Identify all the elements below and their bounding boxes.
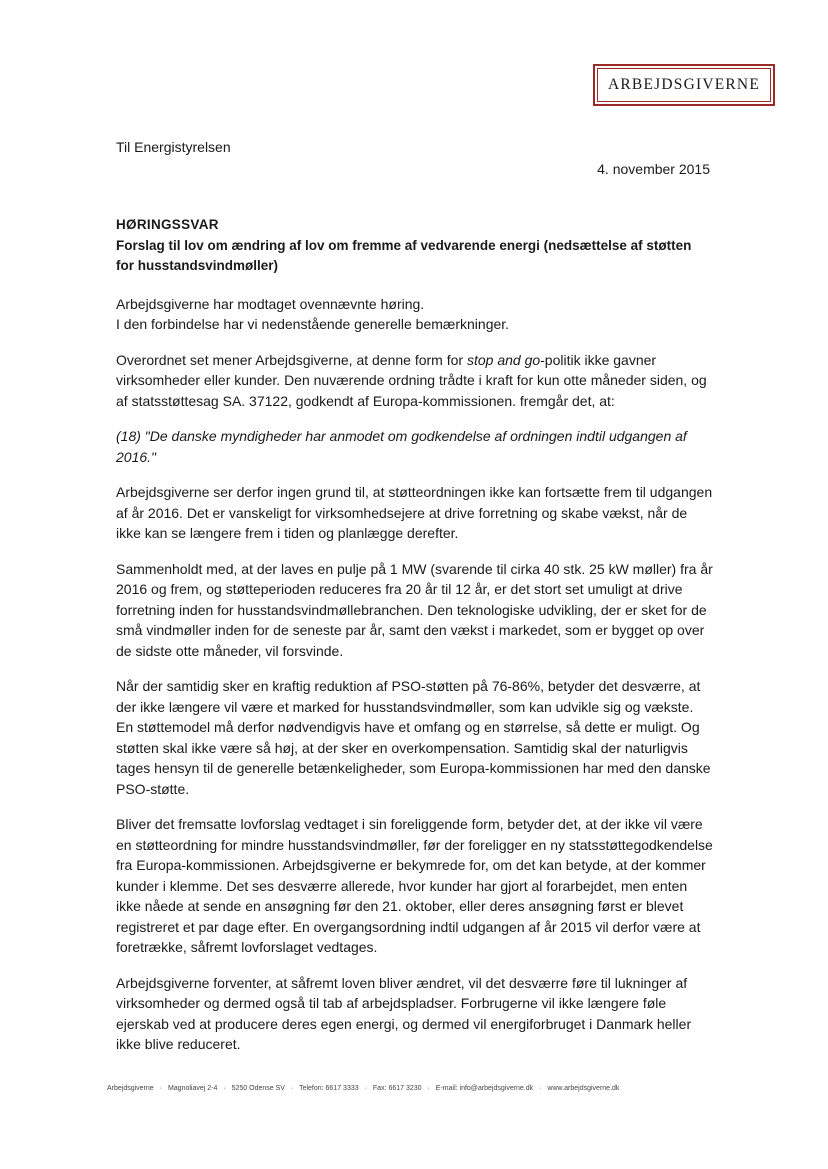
footer-phone: Telefon: 6617 3333 (299, 1085, 359, 1092)
footer-contact (107, 1085, 717, 1092)
intro-line-2: I den forbindelse har vi nedenstående generelle bemærkninger. (116, 316, 510, 332)
footer-city: 5250 Odense SV (231, 1085, 285, 1092)
paragraph-5: Bliver det fremsatte lovforslag vedtaget i sin foreliggende form, betyder det, at der ikke vil være en støtteordning for mindre husstandsvindmøller, før der foreligger en ny statsstøttegodkendelse fra Europa-kommissionen. Arbejdsgiverne er bekymrede for, om det kan betyde, at der kommer kunder i klemme. Det ses desværre allerede, hvor kunder har gjort al forarbejdet, men enten ikke nåede at sende en ansøgning før den 21. oktober, eller deres ansøgning først er blevet registreret et par dage efter. En overgangsordning indtil udgangen af år 2015 vil derfor være at foretrække, såfremt lovforslaget vedtages. (116, 816, 713, 955)
heading-label: HØRINGSSVAR (116, 217, 219, 232)
p1-after: -politik ikke gavner virksomheder eller kunder. Den nuværende ordning trådte i kraft for kun otte måneder siden, og af statsstøttesag SA. 37122, godkendt af Europa-kommissionen. fremgår det, at: (116, 351, 707, 409)
footer-street: Magnoliavej 2-4 (167, 1085, 218, 1092)
footer-separator: · (427, 1085, 430, 1092)
footer-separator: · (290, 1085, 294, 1092)
letter-date: 4. november 2015 (597, 161, 710, 177)
footer-separator: · (223, 1085, 226, 1092)
quote-paragraph: (18) "De danske myndigheder har anmodet om godkendelse af ordningen indtil udgangen af 2016." (116, 428, 687, 465)
heading-title: Forslag til lov om ændring af lov om fremme af vedvarende energi (nedsættelse af støtten for husstandsvindmøller) (116, 237, 692, 273)
recipient-line: Til Energistyrelsen (116, 139, 231, 155)
paragraph-2: Arbejdsgiverne ser derfor ingen grund til, at støtteordningen ikke kan fortsætte frem til udgangen af år 2016. Det er vanskeligt for virksomhedsejere at drive forretning og skabe vækst, når de ikke kan se længere frem i tiden og planlægge derefter. (116, 484, 713, 541)
paragraph-stop-and-go (116, 350, 713, 412)
paragraph-4: Når der samtidig sker en kraftig reduktion af PSO-støtten på 76-86%, betyder det desværre, at der ikke længere vil være et marked for husstandsvindmøller, som kan udvikle sig og vækste. En støttemodel må derfor nødvendigvis have et omfang og en størrelse, så dette er muligt. Og støtten skal ikke være så høj, at der sker en overkompensation. Samtidig skal der naturligvis tages hensyn til de generelle betænkeligheder, som Europa-kommissionen har med den danske PSO-støtte. (116, 678, 711, 797)
footer-email: E-mail: info@arbejdsgiverne.dk (435, 1085, 534, 1092)
logo-text: ARBEJDSGIVERNE (597, 68, 771, 102)
footer-separator: · (159, 1085, 162, 1092)
footer-fax: Fax: 6617 3230 (372, 1085, 422, 1092)
intro-line-1: Arbejdsgiverne har modtaget ovennævnte høring. (116, 295, 425, 312)
paragraph-6: Arbejdsgiverne forventer, at såfremt loven bliver ændret, vil det desværre føre til lukninger af virksomheder og dermed også til tab af arbejdspladser. Forbrugerne vil ikke længere føle ejerskab ved at producere deres egen energi, og dermed vil energiforbruget i Danmark heller ikke blive reduceret. (116, 974, 692, 1052)
paragraph-3: Sammenholdt med, at der laves en pulje på 1 MW (svarende til cirka 40 stk. 25 kW møller) fra år 2016 og frem, og støtteperioden reduceres fra 20 år til 12 år, er det stort set umuligt at drive forretning inden for husstandsvindmøllebranchen. Den teknologiske udvikling, der er sket for de små vindmøller inden for de seneste par år, samt den vækst i markedet, som er bygget op over de sidste otte måneder, vil forsvinde. (116, 560, 713, 659)
footer-org: Arbejdsgiverne (107, 1085, 154, 1092)
p1-before: Overordnet set mener Arbejdsgiverne, at denne form for (116, 351, 467, 368)
p1-emphasis: stop and go (466, 351, 541, 368)
footer-web: www.arbejdsgiverne.dk (547, 1085, 620, 1092)
intro-paragraph (116, 294, 713, 335)
arbejdsgiverne-logo (593, 64, 775, 106)
footer-separator: · (364, 1085, 367, 1092)
letter-body (116, 215, 713, 1070)
footer-separator: · (539, 1085, 542, 1092)
